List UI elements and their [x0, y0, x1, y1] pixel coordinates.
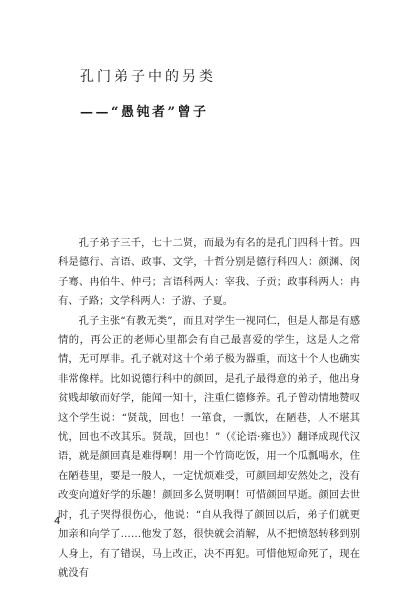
- paragraph: 孔子主张“有教无类”，而且对学生一视同仁，但是人都是有感情的，再公正的老师心里都会有自己最喜爱的学生，这是人之常情，无可厚非。孔子就对这十个弟子极为器重，而这十个人也确实非常像样。比如说德行科中的颜回，是孔子最得意的弟子，他出身贫贱却敏而好学，能闻一知十，注重仁德修养。孔子曾动情地赞叹这个学生说：“贤哉，回也！一箪食，一瓢饮，在陋巷，人不堪其忧，回也不改其乐。贤哉，回也！”（《论语·雍也》）翻译成现代汉语，就是颜回真是难得啊！用一个竹筒吃饭，用一个瓜瓢喝水，住在陋巷里，要是一般人，一定忧烦难受，可颜回却安然处之，没有改变向道好学的乐趣！颜回多么贤明啊！可惜颜回早逝。颜回去世时，孔子哭得很伤心，他说：“自从我得了颜回以后，弟子们就更加亲和向学了……他发了怒，很快就会消解，从不把愤怒转移到别人身上，有了错误，马上改正，决不再犯。可惜他短命死了，现在就没有: [58, 314, 360, 579]
- body-text: [58, 234, 360, 583]
- chapter-subtitle: ——“愚钝者”曾子: [80, 105, 209, 120]
- paragraph: 孔子弟子三千，七十二贤，而最为有名的是孔门四科十哲。四科是德行、言语、政事、文学，十哲分别是德行科四人：颜渊、闵子骞、冉伯牛、仲弓；言语科两人：宰我、子贡；政事科两人：冉有、子路；文学科两人：子游、子夏。: [58, 237, 360, 308]
- chapter-title: 孔门弟子中的另类: [80, 69, 216, 85]
- page-number: 4: [54, 516, 61, 527]
